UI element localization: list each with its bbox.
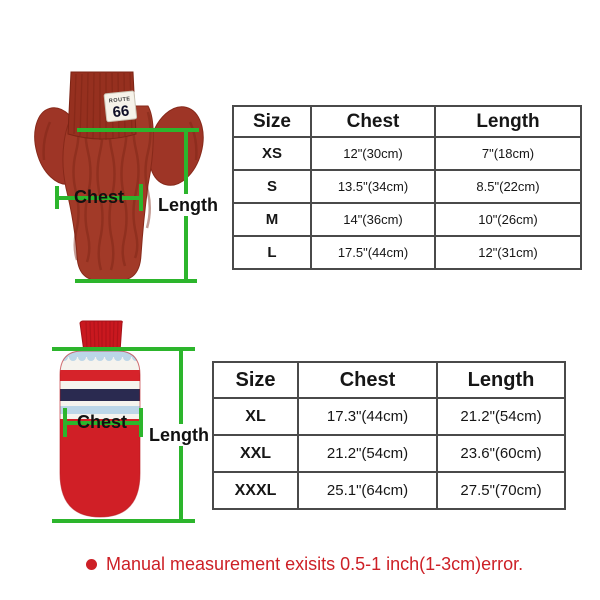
size-table-small <box>232 105 582 270</box>
cell-chest: 25.1"(64cm) <box>298 472 437 509</box>
dot-bullet-icon <box>86 559 97 570</box>
table-header-row <box>233 106 581 137</box>
chest-measure-cap-right-2 <box>139 408 143 437</box>
cell-length: 21.2"(54cm) <box>437 398 565 435</box>
cell-size: L <box>233 236 311 269</box>
table-row <box>233 137 581 170</box>
cell-chest: 14"(36cm) <box>311 203 435 236</box>
cell-size: XXXL <box>213 472 298 509</box>
header-chest: Chest <box>311 106 435 137</box>
table-row <box>213 398 565 435</box>
length-measure-bottom-bar-2 <box>52 519 195 523</box>
cell-length: 10"(26cm) <box>435 203 581 236</box>
length-measure-top-bar-1 <box>77 128 199 132</box>
measurement-note <box>86 551 523 577</box>
cell-size: M <box>233 203 311 236</box>
table-row <box>213 472 565 509</box>
cell-length: 27.5"(70cm) <box>437 472 565 509</box>
length-label-2: Length <box>149 425 209 445</box>
cell-length: 8.5"(22cm) <box>435 170 581 203</box>
header-chest: Chest <box>298 362 437 398</box>
cell-chest: 17.3"(44cm) <box>298 398 437 435</box>
header-length: Length <box>435 106 581 137</box>
length-measure-top-bar-2 <box>52 347 195 351</box>
table-row <box>233 170 581 203</box>
cell-chest: 17.5"(44cm) <box>311 236 435 269</box>
route-66-tag <box>104 91 137 122</box>
chest-label-2: Chest <box>76 412 127 432</box>
header-size: Size <box>233 106 311 137</box>
chest-label-1: Chest <box>73 187 124 207</box>
length-measure-bottom-bar-1 <box>75 279 197 283</box>
table-header-row <box>213 362 565 398</box>
cell-size: XS <box>233 137 311 170</box>
stripe-navy <box>50 389 195 401</box>
table-row <box>213 435 565 472</box>
cell-chest: 21.2"(54cm) <box>298 435 437 472</box>
length-label-1: Length <box>158 195 218 215</box>
cell-size: S <box>233 170 311 203</box>
size-table-large <box>212 361 566 510</box>
chest-measure-cap-right-1 <box>139 184 143 211</box>
cell-length: 12"(31cm) <box>435 236 581 269</box>
scallop-edge <box>60 353 140 361</box>
cell-size: XL <box>213 398 298 435</box>
cell-chest: 13.5"(34cm) <box>311 170 435 203</box>
cell-chest: 12"(30cm) <box>311 137 435 170</box>
note-text: Manual measurement exisits 0.5-1 inch(1-3cm)error. <box>106 554 524 574</box>
cell-size: XXL <box>213 435 298 472</box>
cell-length: 23.6"(60cm) <box>437 435 565 472</box>
cell-length: 7"(18cm) <box>435 137 581 170</box>
table-row <box>233 203 581 236</box>
header-size: Size <box>213 362 298 398</box>
tag-number-text: 66 <box>111 102 131 122</box>
chest-measure-cap-left-2 <box>63 408 67 437</box>
chest-measure-cap-left-1 <box>55 186 59 209</box>
stripe-red <box>50 370 195 381</box>
tag-small-text: ROUTE <box>108 96 131 105</box>
table-row <box>233 236 581 269</box>
header-length: Length <box>437 362 565 398</box>
